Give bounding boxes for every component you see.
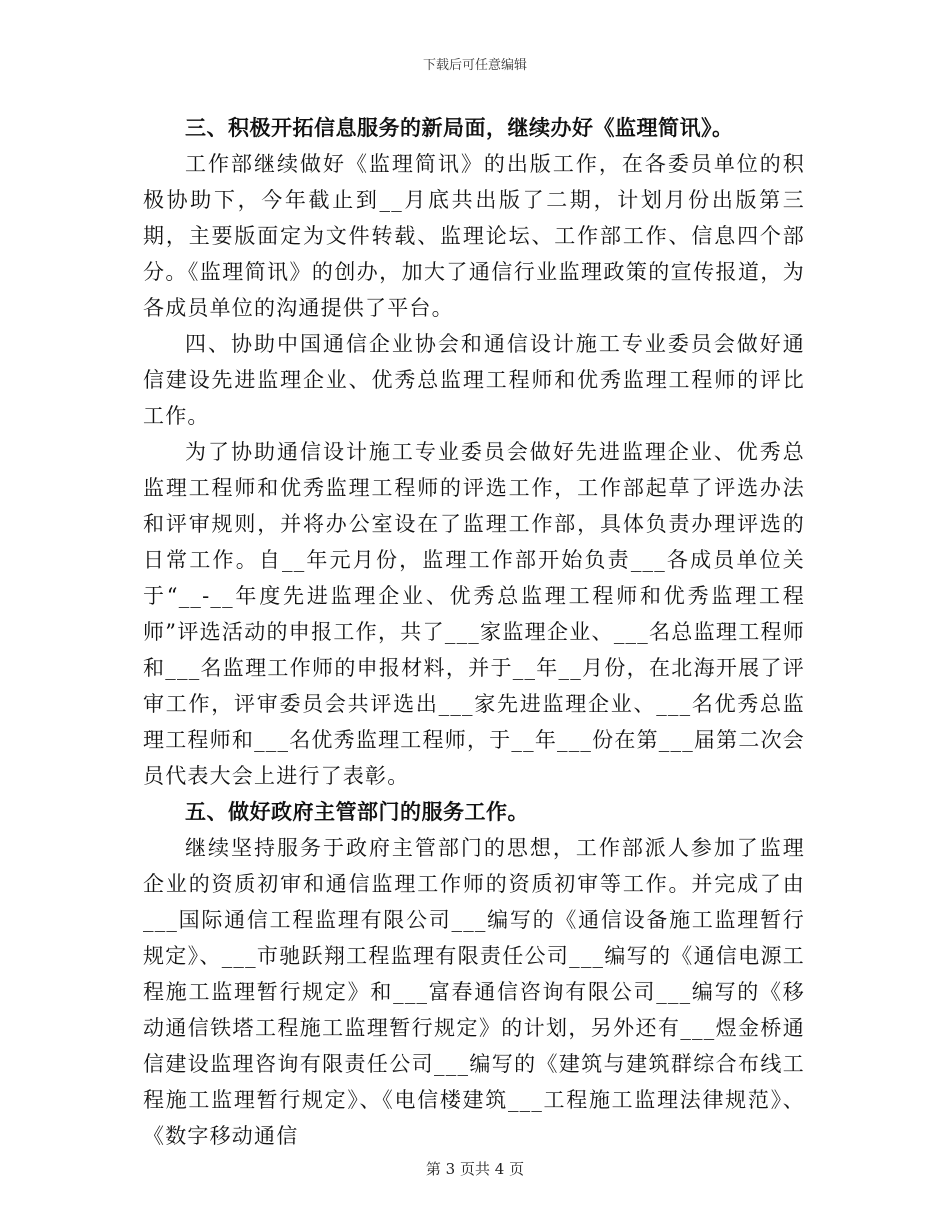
document-body — [143, 110, 805, 1154]
page-header-note: 下载后可任意编辑 — [422, 58, 527, 73]
section-heading-5: 五、做好政府主管部门的服务工作。 — [185, 799, 529, 824]
paragraph-section-4-title: 四、协助中国通信企业协会和通信设计施工专业委员会做好通信建设先进监理企业、优秀总监理工程师和优秀监理工程师的评比工作。 — [143, 332, 805, 428]
paragraph: 为了协助通信设计施工专业委员会做好先进监理企业、优秀总监理工程师和优秀监理工程师的评选工作，工作部起草了评选办法和评审规则，并将办公室设在了监理工作部，具体负责办理评选的日常工作。自__年元月份，监理工作部开始负责___各成员单位关于“__-__年度先进监理企业、优秀总监理工程师和优秀监理工程师”评选活动的申报工作，共了___家监理企业、___名总监理工程师和___名监理工作师的申报材料，并于__年__月份，在北海开展了评审工作，评审委员会共评选出___家先进监理企业、___名优秀总监理工程师和___名优秀监理工程师，于__年___份在第___届第二次会员代表大会上进行了表彰。 — [143, 440, 805, 788]
paragraph: 继续坚持服务于政府主管部门的思想，工作部派人参加了监理企业的资质初审和通信监理工作师的资质初审等工作。并完成了由___国际通信工程监理有限公司___编写的《通信设备施工监理暂行规定》、___市驰跃翔工程监理有限责任公司___编写的《通信电源工程施工监理暂行规定》和___富春通信咨询有限公司___编写的《移动通信铁塔工程施工监理暂行规定》的计划，另外还有___煜金桥通信建设监理咨询有限责任公司___编写的《建筑与建筑群综合布线工程施工监理暂行规定》、《电信楼建筑___工程施工监理法律规范》、《数字移动通信 — [143, 836, 805, 1148]
section-heading-3: 三、积极开拓信息服务的新局面，继续办好《监理简讯》。 — [185, 115, 734, 140]
paragraph: 工作部继续做好《监理简讯》的出版工作，在各委员单位的积极协助下，今年截止到__月底共出版了二期，计划月份出版第三期，主要版面定为文件转载、监理论坛、工作部工作、信息四个部分。《监理简讯》的创办，加大了通信行业监理政策的宣传报道，为各成员单位的沟通提供了平台。 — [143, 152, 805, 320]
page-footer-number: 第 3 页共 4 页 — [425, 1160, 525, 1178]
